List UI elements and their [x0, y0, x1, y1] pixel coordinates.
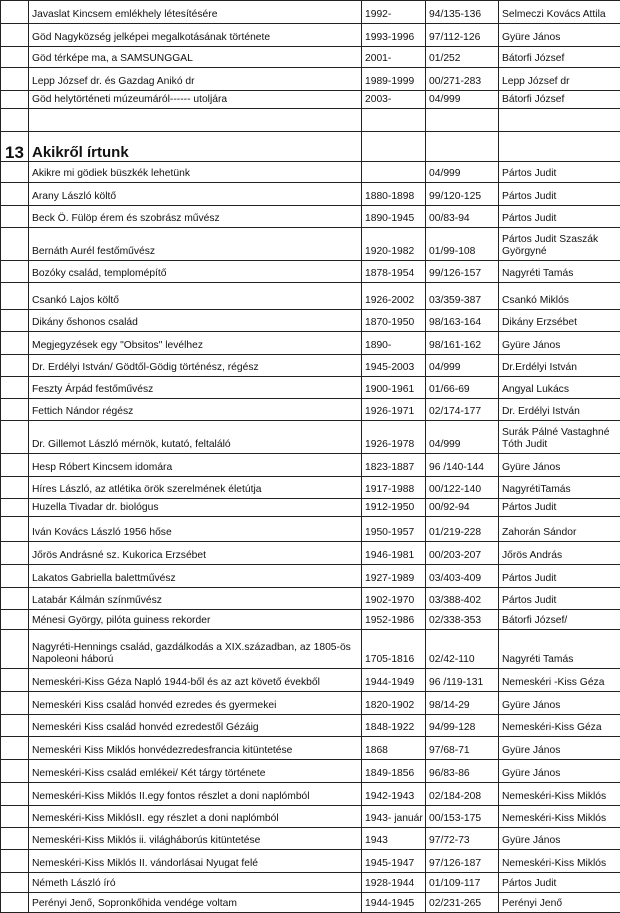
- cell-ref: 00/83-94: [426, 206, 499, 228]
- cell-ref: 03/388-402: [426, 588, 499, 610]
- cell-author: Nemeskéri-Kiss Miklós: [499, 850, 620, 873]
- cell-title: Nagyréti-Hennings család, gazdálkodás a XIX.században, az 1805-ös Napoleoni háború: [29, 630, 362, 669]
- cell-title: Dikány őshonos család: [29, 310, 362, 332]
- cell-title: Németh László író: [29, 873, 362, 893]
- table-row: [1, 310, 620, 332]
- cell-title: Iván Kovács László 1956 hőse: [29, 517, 362, 542]
- cell-num: [1, 355, 29, 377]
- cell-title: Dr. Gillemot László mérnök, kutató, feltaláló: [29, 421, 362, 454]
- cell-years: 1849-1856: [362, 760, 426, 783]
- table-row: [1, 783, 620, 806]
- table-row: [1, 454, 620, 477]
- cell-years: 1900-1961: [362, 377, 426, 399]
- table-row: [1, 91, 620, 109]
- cell-years: 1945-1947: [362, 850, 426, 873]
- cell-title: Akikről írtunk: [29, 132, 362, 162]
- cell-ref: 96 /140-144: [426, 454, 499, 477]
- cell-years: 1920-1982: [362, 228, 426, 261]
- cell-num: [1, 737, 29, 760]
- cell-title: Nemeskéri-Kiss Géza Napló 1944-ből és az azt követő évekből: [29, 669, 362, 692]
- cell-years: 1823-1887: [362, 454, 426, 477]
- cell-ref: 00/92-94: [426, 499, 499, 517]
- cell-num: [1, 760, 29, 783]
- cell-ref: [426, 132, 499, 162]
- cell-author: Perényi Jenő: [499, 893, 620, 913]
- cell-num: [1, 692, 29, 715]
- table-row: [1, 737, 620, 760]
- cell-title: Híres László, az atlétika örök szerelmének életútja: [29, 477, 362, 499]
- cell-author: Pártos Judit: [499, 588, 620, 610]
- cell-ref: 01/66-69: [426, 377, 499, 399]
- cell-ref: 01/252: [426, 47, 499, 68]
- cell-years: 1950-1957: [362, 517, 426, 542]
- cell-num: [1, 47, 29, 68]
- cell-years: 1880-1898: [362, 183, 426, 206]
- cell-author: Pártos Judit Szaszák Györgyné: [499, 228, 620, 261]
- table-row: [1, 806, 620, 828]
- cell-title: Lakatos Gabriella balettművész: [29, 565, 362, 588]
- table-row: [1, 588, 620, 610]
- table-row: [1, 183, 620, 206]
- cell-author: Pártos Judit: [499, 206, 620, 228]
- cell-years: 1943: [362, 828, 426, 850]
- cell-title: Megjegyzések egy "Obsitos" levélhez: [29, 332, 362, 355]
- cell-ref: 04/999: [426, 91, 499, 109]
- cell-ref: 97/68-71: [426, 737, 499, 760]
- table-row: [1, 828, 620, 850]
- cell-title: Lepp József dr. és Gazdag Anikó dr: [29, 68, 362, 91]
- cell-ref: 94/135-136: [426, 1, 499, 24]
- cell-years: 1890-: [362, 332, 426, 355]
- table-row: [1, 760, 620, 783]
- table-row: [1, 692, 620, 715]
- table-row: [1, 565, 620, 588]
- cell-years: [362, 132, 426, 162]
- cell-ref: 98/161-162: [426, 332, 499, 355]
- cell-author: Zahorán Sándor: [499, 517, 620, 542]
- cell-years: [362, 162, 426, 183]
- cell-ref: 00/203-207: [426, 542, 499, 565]
- cell-num: [1, 517, 29, 542]
- table-row: [1, 261, 620, 283]
- table-row: [1, 47, 620, 68]
- table-row: [1, 421, 620, 454]
- cell-years: 1945-2003: [362, 355, 426, 377]
- cell-author: Angyal Lukács: [499, 377, 620, 399]
- cell-ref: 02/174-177: [426, 399, 499, 421]
- cell-num: [1, 454, 29, 477]
- cell-num: [1, 893, 29, 913]
- cell-years: 1820-1902: [362, 692, 426, 715]
- table-row: [1, 228, 620, 261]
- cell-num: [1, 828, 29, 850]
- cell-title: Perényi Jenő, Sopronkőhida vendége voltam: [29, 893, 362, 913]
- cell-author: Dr.Erdélyi István: [499, 355, 620, 377]
- cell-title: Latabár Kálmán színművész: [29, 588, 362, 610]
- cell-num: [1, 183, 29, 206]
- cell-years: 1848-1922: [362, 715, 426, 737]
- cell-title: Fettich Nándor régész: [29, 399, 362, 421]
- cell-author: Lepp József dr: [499, 68, 620, 91]
- cell-num: [1, 377, 29, 399]
- cell-ref: 01/219-228: [426, 517, 499, 542]
- cell-title: Nemeskéri-Kiss Miklós ii. világháborús kitüntetése: [29, 828, 362, 850]
- cell-years: 2001-: [362, 47, 426, 68]
- cell-ref: 00/122-140: [426, 477, 499, 499]
- cell-title: Arany László költő: [29, 183, 362, 206]
- table-row: [1, 399, 620, 421]
- cell-author: Bátorfi József: [499, 91, 620, 109]
- cell-ref: 04/999: [426, 162, 499, 183]
- cell-author: Nemeskéri-Kiss Miklós: [499, 806, 620, 828]
- cell-author: Nemeskéri-Kiss Géza: [499, 715, 620, 737]
- cell-ref: 00/153-175: [426, 806, 499, 828]
- cell-author: Selmeczi Kovács Attila: [499, 1, 620, 24]
- cell-title: Göd térképe ma, a SAMSUNGGAL: [29, 47, 362, 68]
- cell-author: Jőrös András: [499, 542, 620, 565]
- cell-ref: 97/72-73: [426, 828, 499, 850]
- cell-ref: 02/338-353: [426, 610, 499, 630]
- table-row: [1, 68, 620, 91]
- cell-years: 1952-1986: [362, 610, 426, 630]
- cell-ref: 97/126-187: [426, 850, 499, 873]
- cell-years: 1946-1981: [362, 542, 426, 565]
- cell-ref: 04/999: [426, 421, 499, 454]
- cell-num: [1, 542, 29, 565]
- table-row: [1, 206, 620, 228]
- cell-ref: 03/359-387: [426, 283, 499, 310]
- cell-num: [1, 421, 29, 454]
- cell-num: [1, 565, 29, 588]
- cell-author: Pártos Judit: [499, 565, 620, 588]
- cell-ref: 02/231-265: [426, 893, 499, 913]
- cell-title: Bozóky család, templomépítő: [29, 261, 362, 283]
- cell-author: Nagyréti Tamás: [499, 261, 620, 283]
- cell-years: [362, 109, 426, 132]
- table-row: [1, 1, 620, 24]
- cell-title: Feszty Árpád festőművész: [29, 377, 362, 399]
- cell-ref: 03/403-409: [426, 565, 499, 588]
- cell-years: 1942-1943: [362, 783, 426, 806]
- cell-years: 1944-1949: [362, 669, 426, 692]
- cell-ref: 99/126-157: [426, 261, 499, 283]
- cell-title: Bernáth Aurél festőművész: [29, 228, 362, 261]
- cell-num: [1, 310, 29, 332]
- cell-years: 1926-1978: [362, 421, 426, 454]
- cell-title: Nemeskéri Kiss család honvéd ezredestől Gézáig: [29, 715, 362, 737]
- cell-author: Dikány Erzsébet: [499, 310, 620, 332]
- cell-title: Jőrös Andrásné sz. Kukorica Erzsébet: [29, 542, 362, 565]
- cell-years: 1902-1970: [362, 588, 426, 610]
- table-row: [1, 332, 620, 355]
- cell-author: Pártos Judit: [499, 873, 620, 893]
- table-row: [1, 499, 620, 517]
- cell-num: [1, 873, 29, 893]
- table-row: [1, 715, 620, 737]
- cell-author: Csankó Miklós: [499, 283, 620, 310]
- cell-ref: 97/112-126: [426, 24, 499, 47]
- cell-num: [1, 91, 29, 109]
- cell-author: Nemeskéri -Kiss Géza: [499, 669, 620, 692]
- cell-author: Pártos Judit: [499, 499, 620, 517]
- cell-num: [1, 806, 29, 828]
- cell-author: Pártos Judit: [499, 183, 620, 206]
- cell-num: [1, 228, 29, 261]
- cell-title: Hesp Róbert Kincsem idomára: [29, 454, 362, 477]
- table-body: [1, 1, 620, 913]
- cell-author: [499, 132, 620, 162]
- cell-ref: 94/99-128: [426, 715, 499, 737]
- cell-author: Surák Pálné Vastaghné Tóth Judit: [499, 421, 620, 454]
- cell-years: 1868: [362, 737, 426, 760]
- cell-num: [1, 332, 29, 355]
- cell-author: Bátorfi József/: [499, 610, 620, 630]
- cell-title: Nemeskéri-Kiss MiklósII. egy részlet a doni naplómból: [29, 806, 362, 828]
- cell-num: [1, 669, 29, 692]
- cell-years: 1989-1999: [362, 68, 426, 91]
- cell-ref: 99/120-125: [426, 183, 499, 206]
- cell-title: Göd Nagyközség jelképei megalkotásának története: [29, 24, 362, 47]
- cell-ref: 96 /119-131: [426, 669, 499, 692]
- cell-num: [1, 588, 29, 610]
- cell-years: 1992-: [362, 1, 426, 24]
- cell-author: Gyüre János: [499, 692, 620, 715]
- cell-ref: 01/109-117: [426, 873, 499, 893]
- cell-title: [29, 109, 362, 132]
- cell-years: 1943- január: [362, 806, 426, 828]
- cell-num: [1, 1, 29, 24]
- cell-years: 1926-1971: [362, 399, 426, 421]
- table-row: [1, 109, 620, 132]
- cell-num: [1, 109, 29, 132]
- cell-title: Nemeskéri Kiss család honvéd ezredes és gyermekei: [29, 692, 362, 715]
- cell-years: 1926-2002: [362, 283, 426, 310]
- cell-years: 1878-1954: [362, 261, 426, 283]
- cell-num: [1, 206, 29, 228]
- cell-title: Akikre mi gödiek büszkék lehetünk: [29, 162, 362, 183]
- cell-title: Dr. Erdélyi István/ Gödtől-Gödig történész, régész: [29, 355, 362, 377]
- cell-title: Csankó Lajos költő: [29, 283, 362, 310]
- cell-ref: 98/14-29: [426, 692, 499, 715]
- table-row: [1, 377, 620, 399]
- cell-author: Pártos Judit: [499, 162, 620, 183]
- cell-ref: 98/163-164: [426, 310, 499, 332]
- cell-title: Javaslat Kincsem emlékhely létesítésére: [29, 1, 362, 24]
- table-row: [1, 355, 620, 377]
- cell-author: Nagyréti Tamás: [499, 630, 620, 669]
- cell-num: [1, 499, 29, 517]
- table-row: [1, 24, 620, 47]
- cell-ref: 02/42-110: [426, 630, 499, 669]
- table-row: [1, 542, 620, 565]
- cell-years: 1944-1945: [362, 893, 426, 913]
- table-row: [1, 610, 620, 630]
- cell-author: Dr. Erdélyi István: [499, 399, 620, 421]
- table-row: [1, 850, 620, 873]
- cell-num: [1, 24, 29, 47]
- cell-author: NagyrétiTamás: [499, 477, 620, 499]
- cell-author: Gyüre János: [499, 332, 620, 355]
- cell-title: Göd helytörténeti múzeumáról------ utoljára: [29, 91, 362, 109]
- cell-num: [1, 68, 29, 91]
- cell-num: [1, 399, 29, 421]
- cell-num: [1, 261, 29, 283]
- table-row: [1, 517, 620, 542]
- cell-title: Ménesi György, pilóta guiness rekorder: [29, 610, 362, 630]
- cell-years: 1705-1816: [362, 630, 426, 669]
- cell-ref: 04/999: [426, 355, 499, 377]
- cell-author: [499, 109, 620, 132]
- cell-title: Nemeskéri-Kiss család emlékei/ Két tárgy története: [29, 760, 362, 783]
- cell-author: Gyüre János: [499, 828, 620, 850]
- cell-years: 1917-1988: [362, 477, 426, 499]
- table-row: [1, 162, 620, 183]
- cell-author: Gyüre János: [499, 24, 620, 47]
- section-header-row: [1, 132, 620, 162]
- cell-num: [1, 162, 29, 183]
- cell-years: 2003-: [362, 91, 426, 109]
- table-row: [1, 893, 620, 913]
- table-row: [1, 477, 620, 499]
- cell-title: Huzella Tivadar dr. biológus: [29, 499, 362, 517]
- cell-num: [1, 850, 29, 873]
- cell-author: Gyüre János: [499, 737, 620, 760]
- cell-years: 1870-1950: [362, 310, 426, 332]
- cell-num: [1, 610, 29, 630]
- table-row: [1, 283, 620, 310]
- cell-title: Nemeskéri Kiss Miklós honvédezredesfrancia kitüntetése: [29, 737, 362, 760]
- cell-title: Nemeskéri-Kiss Miklós II.egy fontos részlet a doni naplómból: [29, 783, 362, 806]
- table-row: [1, 669, 620, 692]
- table-row: [1, 873, 620, 893]
- cell-num: 13: [1, 132, 29, 162]
- cell-title: Beck Ö. Fülöp érem és szobrász művész: [29, 206, 362, 228]
- cell-ref: [426, 109, 499, 132]
- cell-years: 1993-1996: [362, 24, 426, 47]
- cell-title: Nemeskéri-Kiss Miklós II. vándorlásai Nyugat felé: [29, 850, 362, 873]
- cell-years: 1928-1944: [362, 873, 426, 893]
- cell-ref: 96/83-86: [426, 760, 499, 783]
- cell-ref: 00/271-283: [426, 68, 499, 91]
- table-row: [1, 630, 620, 669]
- cell-num: [1, 477, 29, 499]
- cell-author: Gyüre János: [499, 760, 620, 783]
- cell-ref: 02/184-208: [426, 783, 499, 806]
- cell-num: [1, 630, 29, 669]
- cell-num: [1, 783, 29, 806]
- cell-num: [1, 283, 29, 310]
- cell-author: Gyüre János: [499, 454, 620, 477]
- cell-author: Nemeskéri-Kiss Miklós: [499, 783, 620, 806]
- cell-years: 1912-1950: [362, 499, 426, 517]
- cell-num: [1, 715, 29, 737]
- cell-author: Bátorfi József: [499, 47, 620, 68]
- cell-ref: 01/99-108: [426, 228, 499, 261]
- cell-years: 1927-1989: [362, 565, 426, 588]
- cell-years: 1890-1945: [362, 206, 426, 228]
